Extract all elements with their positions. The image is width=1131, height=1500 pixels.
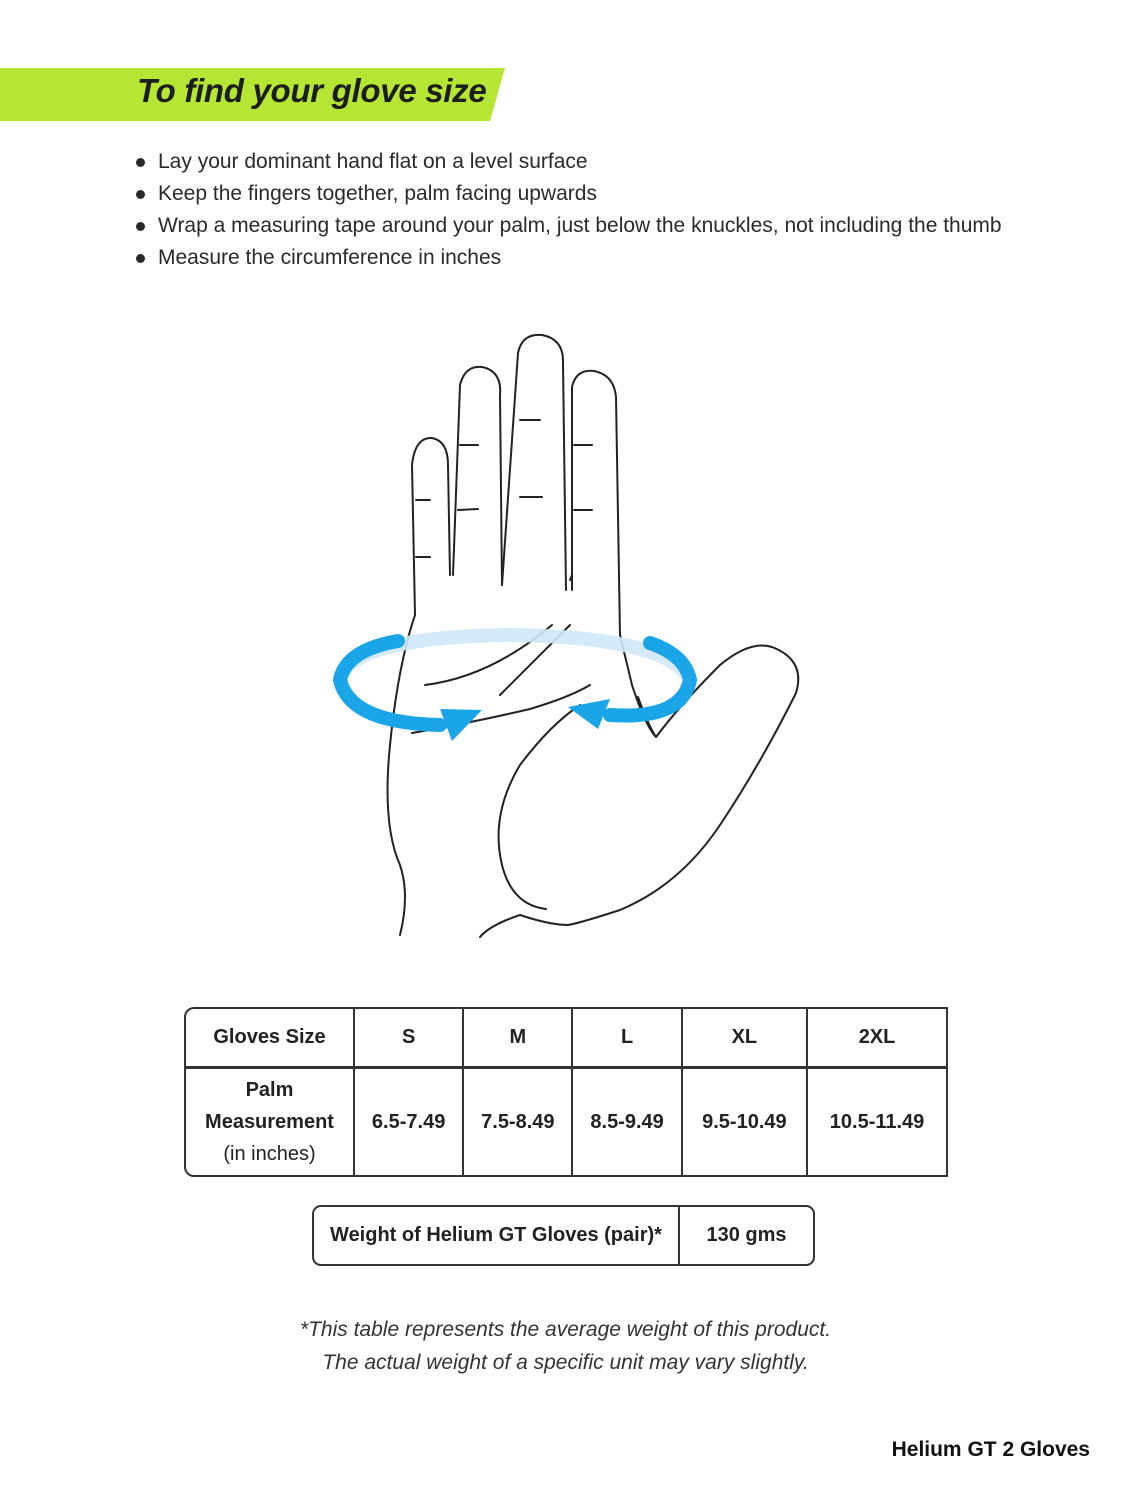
gloves-size-header: Gloves Size xyxy=(186,1009,354,1068)
size-header-cell: L xyxy=(572,1009,681,1068)
instruction-text: Wrap a measuring tape around your palm, just below the knuckles, not including the thumb xyxy=(158,214,1002,237)
size-header-cell: M xyxy=(463,1009,572,1068)
list-item xyxy=(134,210,1014,242)
list-item xyxy=(134,146,1014,178)
table-header-row xyxy=(186,1009,947,1068)
row-label-line: Palm xyxy=(245,1079,294,1101)
size-header-cell: XL xyxy=(682,1009,807,1068)
measurement-cell: 6.5-7.49 xyxy=(354,1068,463,1176)
bullet-icon xyxy=(136,222,145,231)
list-item xyxy=(134,178,1014,210)
instruction-text: Keep the fingers together, palm facing upwards xyxy=(158,182,597,205)
measurement-cell: 9.5-10.49 xyxy=(682,1068,807,1176)
bullet-icon xyxy=(136,190,145,199)
weight-table xyxy=(312,1205,815,1266)
bullet-icon xyxy=(136,158,145,167)
measurement-cell: 10.5-11.49 xyxy=(807,1068,947,1176)
bullet-icon xyxy=(136,254,145,263)
table-row xyxy=(186,1068,947,1176)
row-label-unit: (in inches) xyxy=(223,1143,316,1165)
list-item xyxy=(134,242,1014,274)
size-header-cell: S xyxy=(354,1009,463,1068)
weight-label: Weight of Helium GT Gloves (pair)* xyxy=(314,1207,680,1264)
instruction-text: Lay your dominant hand flat on a level surface xyxy=(158,150,588,173)
page-title: To find your glove size xyxy=(137,72,487,109)
instruction-text: Measure the circumference in inches xyxy=(158,246,502,269)
measurement-cell: 8.5-9.49 xyxy=(572,1068,681,1176)
measurement-cell: 7.5-8.49 xyxy=(463,1068,572,1176)
row-label-line: Measurement xyxy=(205,1111,334,1133)
product-name: Helium GT 2 Gloves xyxy=(891,1438,1090,1461)
palm-measurement-header xyxy=(186,1068,354,1176)
weight-value: 130 gms xyxy=(706,1224,787,1246)
footnote-line: *This table represents the average weight of this product. xyxy=(299,1318,832,1341)
size-chart-table xyxy=(184,1007,948,1177)
size-header-cell: 2XL xyxy=(807,1009,947,1068)
footnote-line: The actual weight of a specific unit may vary slightly. xyxy=(322,1351,809,1374)
instructions-list xyxy=(134,146,1014,274)
hand-measure-icon xyxy=(320,325,820,945)
footnote xyxy=(200,1313,931,1379)
